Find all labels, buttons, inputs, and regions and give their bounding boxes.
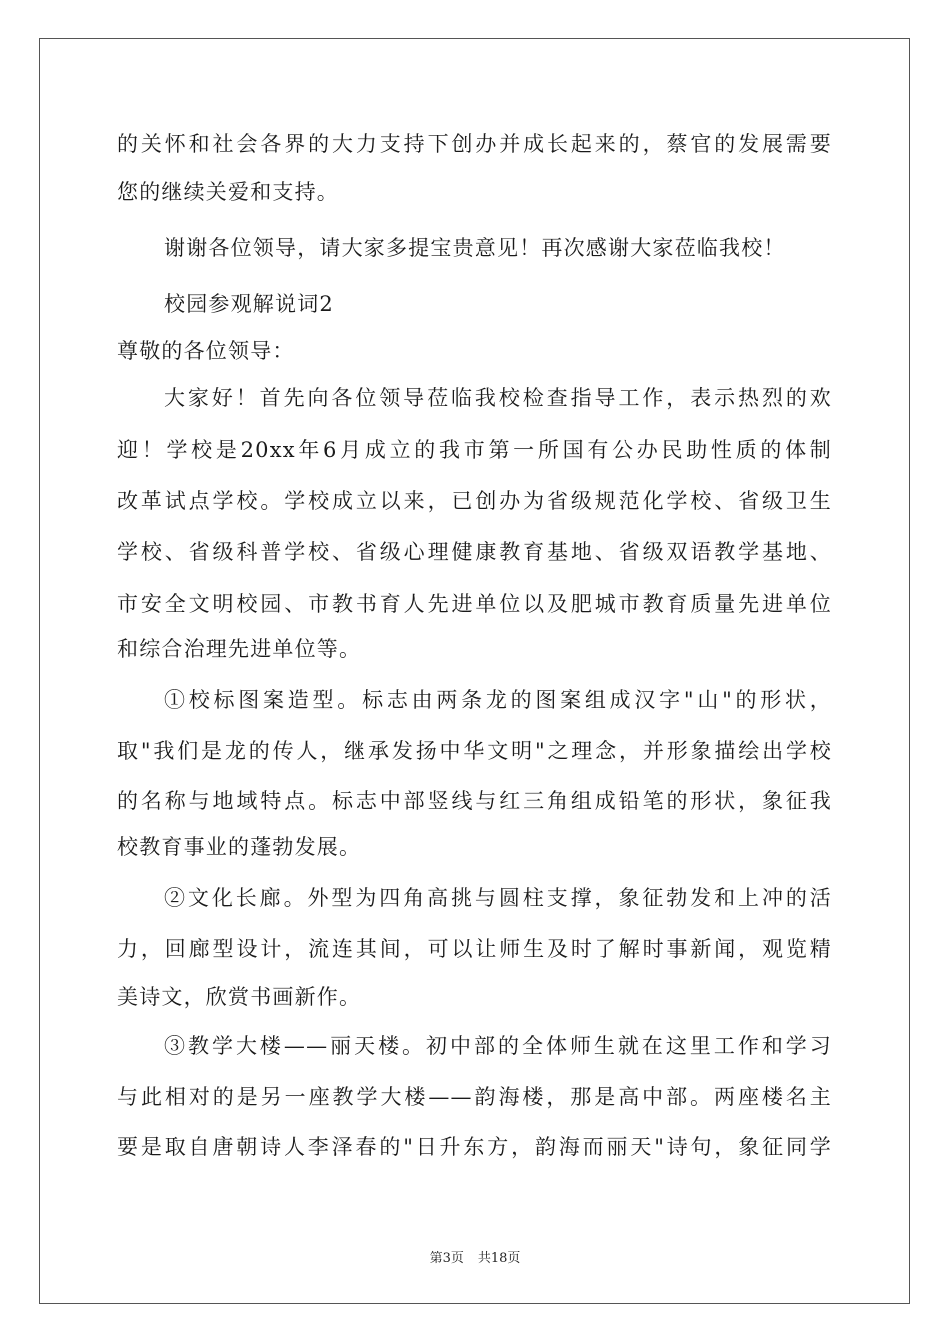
paragraph-line: 的名称与地域特点。标志中部竖线与红三角组成铅笔的形状，象征我 — [117, 789, 832, 813]
paragraph-line: ①校标图案造型。标志由两条龙的图案组成汉字"山"的形状， — [164, 688, 832, 712]
section-heading: 校园参观解说词2 — [164, 292, 334, 316]
salutation: 尊敬的各位领导： — [117, 339, 295, 363]
paragraph-line: 的关怀和社会各界的大力支持下创办并成长起来的，蔡官的发展需要 — [117, 132, 832, 156]
paragraph-line: 学校、省级科普学校、省级心理健康教育基地、省级双语教学基地、 — [117, 540, 832, 564]
page-footer — [0, 1247, 950, 1266]
page-border — [39, 38, 910, 1304]
paragraph-line: 与此相对的是另一座教学大楼——韵海楼，那是高中部。两座楼名主 — [117, 1085, 832, 1109]
paragraph-line: 要是取自唐朝诗人李泽春的"日升东方，韵海而丽天"诗句，象征同学 — [117, 1135, 833, 1159]
paragraph-line: 美诗文，欣赏书画新作。 — [117, 985, 362, 1009]
paragraph-line: 大家好！首先向各位领导莅临我校检查指导工作，表示热烈的欢 — [164, 386, 832, 410]
page-number: 第3页 — [429, 1251, 464, 1266]
page-total: 共18页 — [477, 1251, 521, 1266]
paragraph-line: 谢谢各位领导，请大家多提宝贵意见！再次感谢大家莅临我校！ — [164, 236, 786, 260]
paragraph-line: 您的继续关爱和支持。 — [117, 180, 339, 204]
paragraph-line: ②文化长廊。外型为四角高挑与圆柱支撑，象征勃发和上冲的活 — [164, 886, 832, 910]
paragraph-line: ③教学大楼——丽天楼。初中部的全体师生就在这里工作和学习 — [164, 1034, 832, 1058]
paragraph-line: 迎！学校是20xx年6月成立的我市第一所国有公办民助性质的体制 — [117, 438, 832, 462]
paragraph-line: 改革试点学校。学校成立以来，已创办为省级规范化学校、省级卫生 — [117, 489, 832, 513]
paragraph-line: 市安全文明校园、市教书育人先进单位以及肥城市教育质量先进单位 — [117, 592, 832, 616]
paragraph-line: 力，回廊型设计，流连其间，可以让师生及时了解时事新闻，观览精 — [117, 937, 832, 961]
paragraph-line: 和综合治理先进单位等。 — [117, 637, 362, 661]
paragraph-line: 取"我们是龙的传人，继承发扬中华文明"之理念，并形象描绘出学校 — [117, 739, 832, 763]
paragraph-line: 校教育事业的蓬勃发展。 — [117, 835, 362, 859]
